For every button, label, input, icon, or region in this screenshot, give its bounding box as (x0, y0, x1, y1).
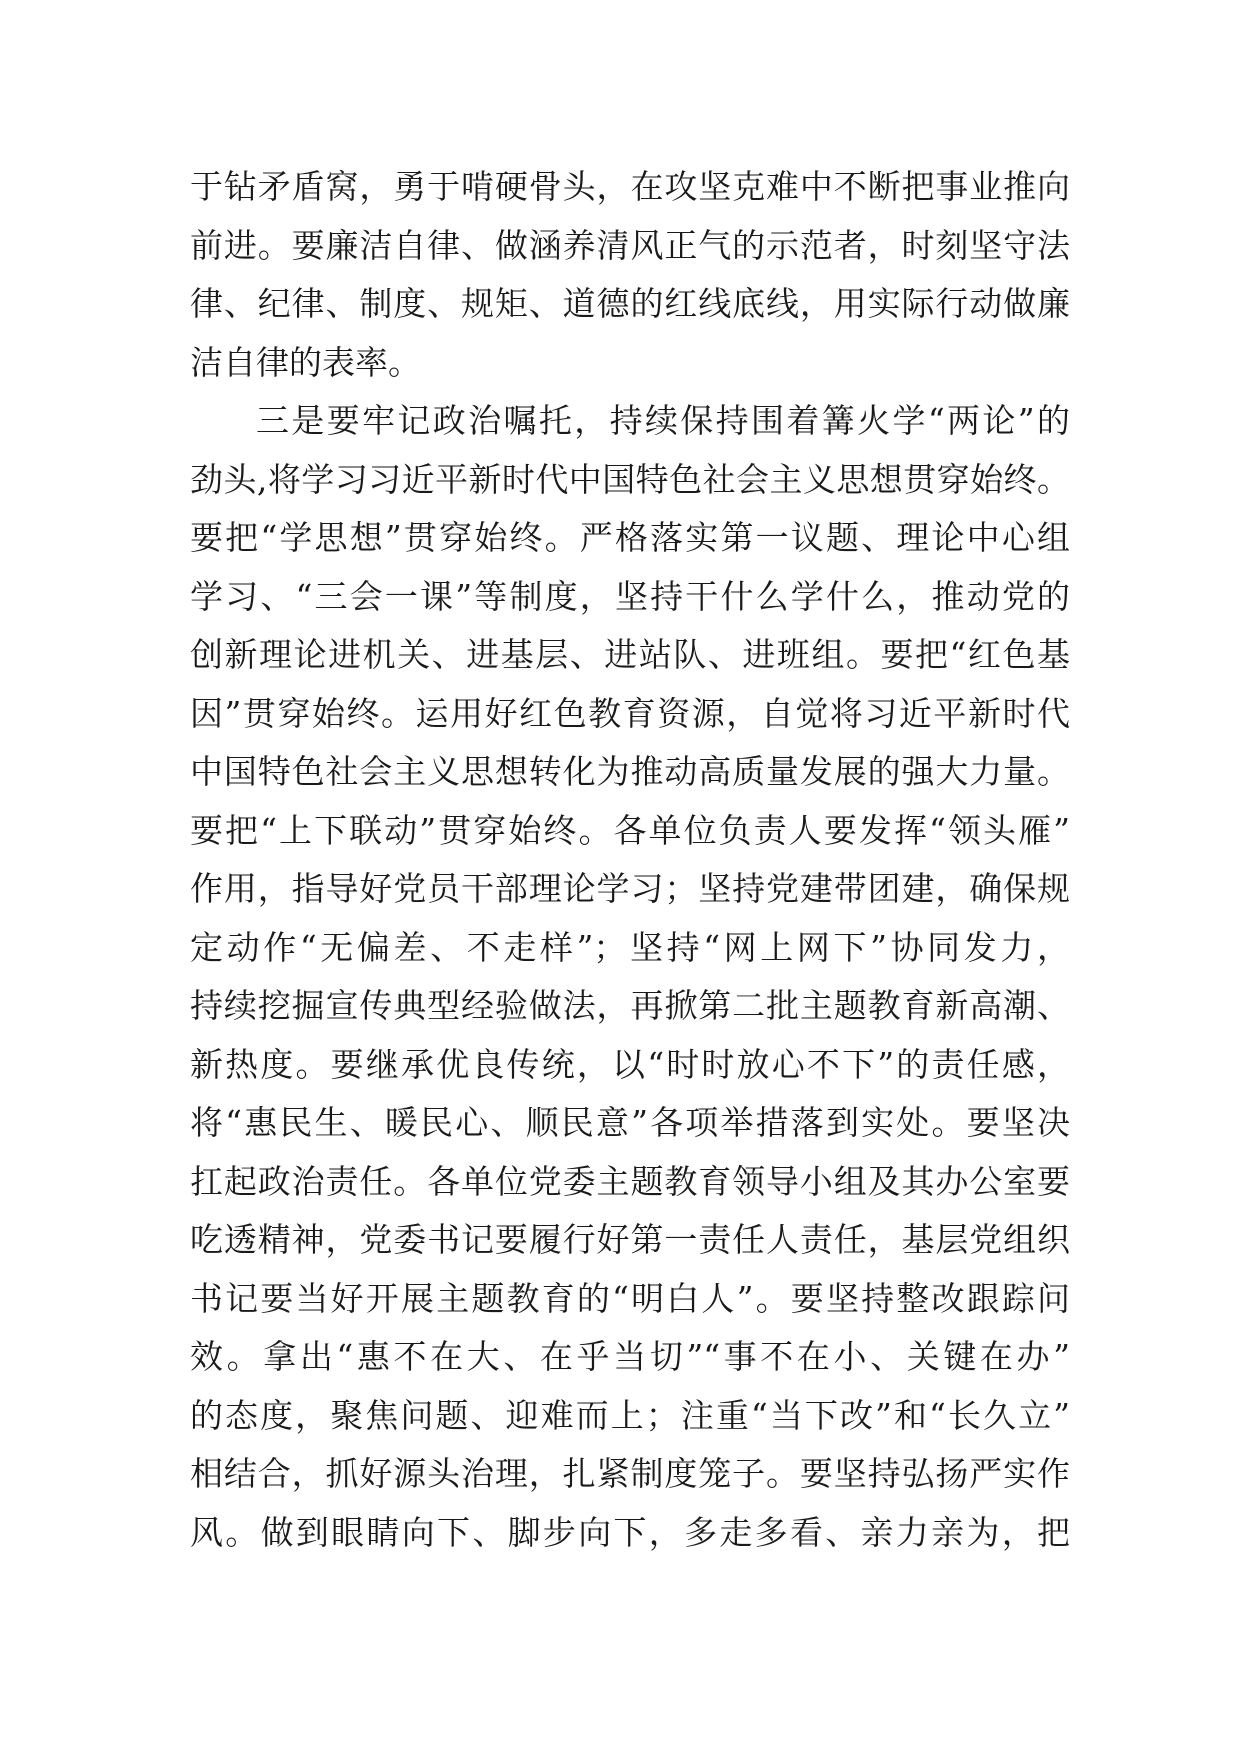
text-line: 相结合，抓好源头治理，扎紧制度笼子。要坚持弘扬严实作 (190, 1454, 1070, 1493)
text-line: 创新理论进机关、进基层、进站队、进班组。要把“红色基 (190, 635, 1070, 674)
text-line: 洁自律的表率。 (190, 342, 421, 382)
document-body (190, 158, 1070, 1562)
text-line: 中国特色社会主义思想转化为推动高质量发展的强大力量。 (190, 752, 1070, 791)
text-line: 将“惠民生、暖民心、顺民意”各项举措落到实处。要坚决 (190, 1103, 1070, 1142)
text-line: 作用，指导好党员干部理论学习；坚持党建带团建，确保规 (190, 869, 1070, 908)
text-line: 新热度。要继承优良传统，以“时时放心不下”的责任感， (190, 1044, 1070, 1084)
text-line: 扛起政治责任。各单位党委主题教育领导小组及其办公室要 (190, 1161, 1070, 1201)
text-line: 定动作“无偏差、不走样”；坚持“网上网下”协同发力， (190, 927, 1070, 967)
text-line: 劲头,将学习习近平新时代中国特色社会主义思想贯穿始终。 (190, 459, 1070, 499)
text-line: 的态度，聚焦问题、迎难而上；注重“当下改”和“长久立” (190, 1395, 1070, 1435)
text-line: 风。做到眼睛向下、脚步向下，多走多看、亲力亲为，把 (190, 1512, 1070, 1552)
text-line: 学习、“三会一课”等制度，坚持干什么学什么，推动党的 (190, 576, 1070, 616)
text-line: 要把“上下联动”贯穿始终。各单位负责人要发挥“领头雁” (190, 810, 1070, 850)
paragraph-start-line: 三是要牢记政治嘱托，持续保持围着篝火学“两论”的 (256, 401, 1070, 440)
text-line: 吃透精神，党委书记要履行好第一责任人责任，基层党组织 (190, 1220, 1070, 1259)
text-line: 律、纪律、制度、规矩、道德的红线底线，用实际行动做廉 (190, 284, 1070, 323)
text-line: 持续挖掘宣传典型经验做法，再掀第二批主题教育新高潮、 (190, 986, 1070, 1025)
text-line: 效。拿出“惠不在大、在乎当切”“事不在小、关键在办” (190, 1337, 1070, 1376)
text-line: 因”贯穿始终。运用好红色教育资源，自觉将习近平新时代 (190, 693, 1070, 733)
text-line: 要把“学思想”贯穿始终。严格落实第一议题、理论中心组 (190, 518, 1070, 557)
text-line: 于钻矛盾窝，勇于啃硬骨头，在攻坚克难中不断把事业推向 (190, 167, 1070, 206)
text-line: 前进。要廉洁自律、做涵养清风正气的示范者，时刻坚守法 (190, 225, 1070, 265)
text-line: 书记要当好开展主题教育的“明白人”。要坚持整改跟踪问 (190, 1278, 1070, 1318)
